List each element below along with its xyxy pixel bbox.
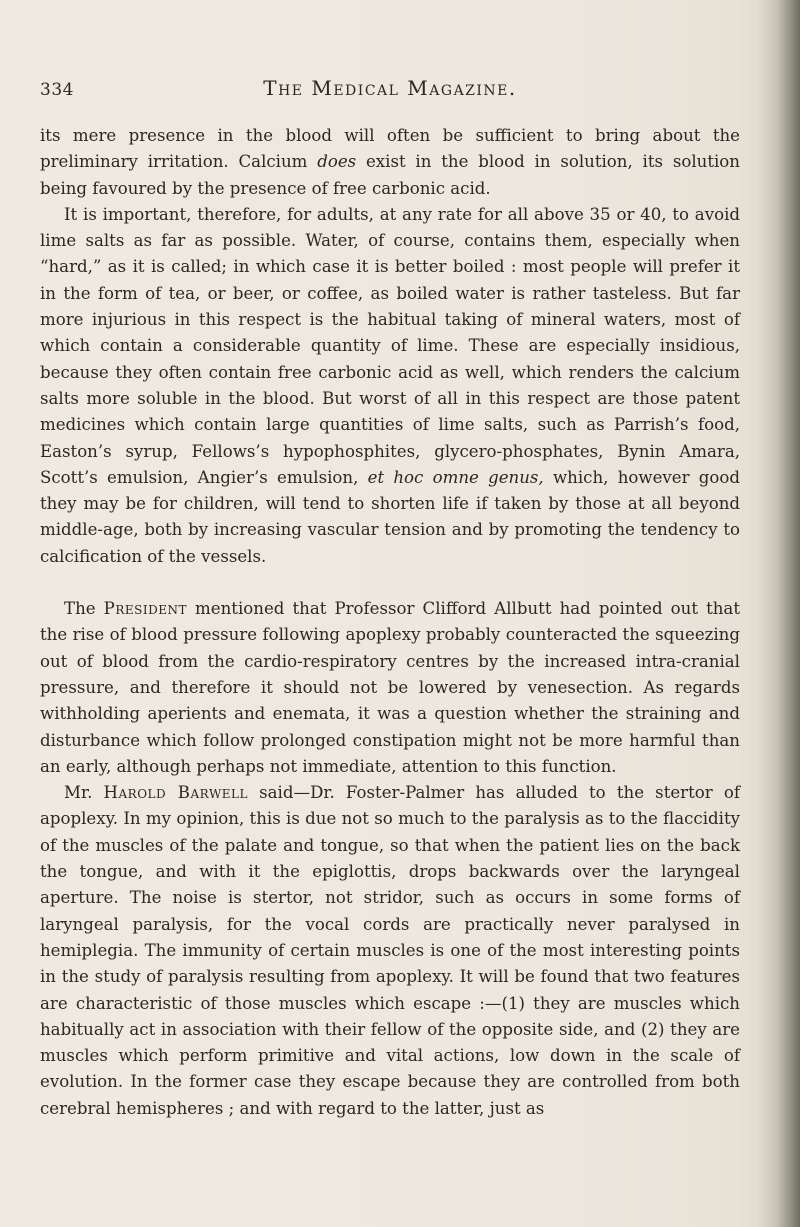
text-segment: The: [64, 599, 104, 619]
speaker-name: President: [103, 599, 187, 619]
page-edge-shadow: [758, 0, 800, 1227]
text-segment: It is important, therefore, for adults, at any rate for all above 35 or 40, to avoid lime salts as far as possible. Water, of course, contains them, especially when “hard,” as it is called; in which case it is better boiled : most people will prefer it in the form of tea, or beer, or coffee, as boiled water is rather tasteless. But far more injurious in this respect is the habitual taking of mineral waters, most of which contain a considerable quantity of lime. These are especially insidious, because they often contain free carbonic acid as well, which renders the calcium salts more soluble in the blood. But worst of all in this respect are those patent medicines which contain large quantities of lime salts, such as Parrish’s food, Easton’s syrup, Fellows’s hypophosphites, glycero-phosphates, Bynin Amara, Scott’s emulsion, Angier’s emulsion,: [40, 204, 740, 487]
paragraph: [40, 780, 740, 1122]
text-segment: its mere presence in the blood will often be sufficient to bring about the preliminary irritation. Calcium: [40, 126, 740, 172]
running-head: [40, 76, 740, 110]
paragraph: [40, 202, 740, 570]
italic-text: does: [317, 152, 357, 172]
paragraph: [40, 596, 740, 780]
italic-text: et hoc omne genus,: [367, 467, 544, 487]
article-body: [40, 123, 740, 1122]
journal-title: The Medical Magazine.: [263, 76, 517, 100]
text-segment: exist in the blood in solution, its solution being favoured by the presence of free carbonic acid.: [40, 152, 740, 198]
speaker-name: Harold Barwell: [103, 783, 248, 803]
paragraph: [40, 123, 740, 202]
paragraph-gap: [40, 570, 740, 596]
text-segment: mentioned that Professor Clifford Allbutt had pointed out that the rise of blood pressure following apoplexy probably counteracted the squeezing out of blood from the cardio-respiratory centres by the increased intra-cranial pressure, and therefore it should not be lowered by venesection. As regards withholding aperients and enemata, it was a question whether the straining and disturbance which follow prolonged constipation might not be more harmful than an early, although perhaps not immediate, attention to this function.: [40, 599, 740, 776]
text-segment: which, however good they may be for children, will tend to shorten life if taken by those at all beyond middle-age, both by increasing vascular tension and by promoting the tendency to calcification of the vessels.: [40, 467, 741, 566]
page-number: 334: [40, 80, 74, 100]
text-segment: Mr.: [64, 783, 104, 803]
text-segment: said—Dr. Foster-Palmer has alluded to the stertor of apoplexy. In my opinion, this is due not so much to the paralysis as to the flaccidity of the muscles of the palate and tongue, so that when the patient lies on the back the tongue, and with it the epiglottis, drops backwards over the laryngeal aperture. The noise is stertor, not stridor, such as occurs in some forms of laryngeal paralysis, for the vocal cords are practically never paralysed in hemiplegia. The immunity of certain muscles is one of the most interesting points in the study of paralysis resulting from apoplexy. It will be found that two features are characteristic of those muscles which escape :—(1) they are muscles which habitually act in association with their fellow of the opposite side, and (2) they are muscles which perform primitive and vital actions, low down in the scale of evolution. In the former case they escape because they are controlled from both cerebral hemispheres ; and with regard to the latter, just as: [40, 783, 740, 1118]
